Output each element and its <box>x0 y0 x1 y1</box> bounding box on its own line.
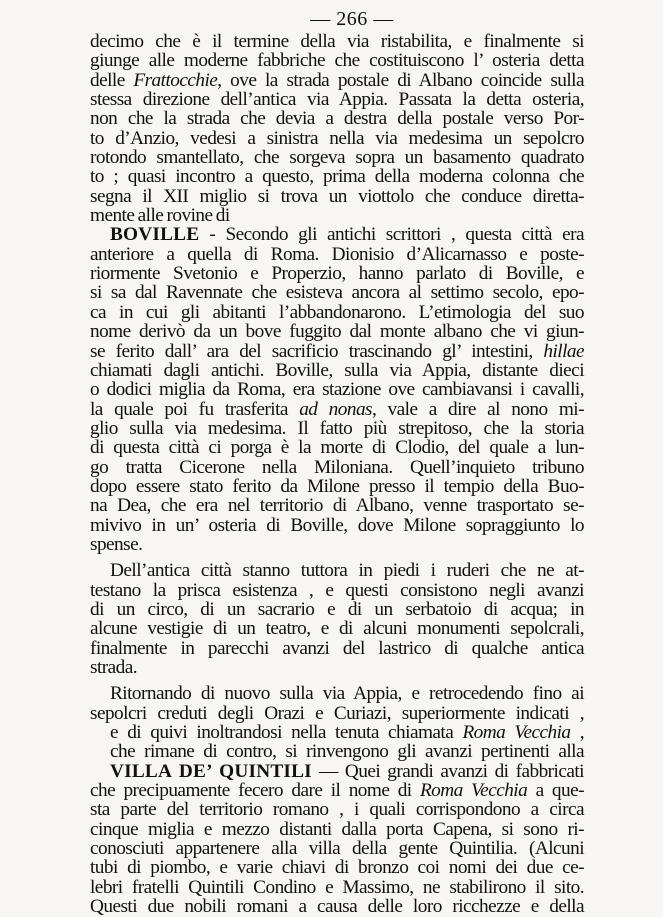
text-line <box>90 762 584 781</box>
text-run: to d’Anzio, vedesi a sinistra nella via medesima un sepolcro <box>90 127 584 149</box>
text-line <box>90 619 584 638</box>
text-line <box>90 458 584 477</box>
text-line <box>90 303 584 322</box>
text-run: che precipuamente fecero dare il nome di <box>90 780 420 802</box>
text-line <box>90 322 584 341</box>
text-run: di un circo, di un sacrario e di un serbatoio di acqua; in <box>90 598 584 620</box>
text-line <box>90 839 584 858</box>
text-line <box>90 800 584 819</box>
text-run: delle <box>90 69 134 91</box>
italic-term: hillae <box>543 340 584 362</box>
text-run: la quale poi fu trasferita <box>90 398 300 420</box>
italic-term: Roma Vecchia <box>419 780 528 802</box>
text-line <box>90 516 584 535</box>
italic-term: Roma Vecchia <box>462 722 571 744</box>
text-run: stessa direzione dell’antica via Appia. Passata la detta osteria, <box>90 89 584 111</box>
text-run: e di quivi inoltrandosi nella tenuta chiamata <box>110 722 463 744</box>
text-run: nome derivò da un bove fuggito dal monte albano che vi giun- <box>90 321 584 343</box>
text-run: lebri fratelli Quintili Condino e Massimo, ne stabilirono il sito. <box>90 876 584 898</box>
text-run: glio sulla via medesima. Il fatto più strepitoso, che la storia <box>90 417 584 439</box>
text-line <box>90 477 584 496</box>
text-run: — Quei grandi avanzi di fabbricati <box>311 760 584 782</box>
text-run: si sa dal Ravennate che esisteva ancora al settimo secolo, epo- <box>90 282 584 304</box>
text-run: se ferito dall’ ara del sacrificio trascinando gl’ intestini, <box>90 340 544 362</box>
text-run: strada. <box>90 657 138 678</box>
book-page <box>90 6 584 916</box>
text-line <box>90 723 584 742</box>
text-run: a que- <box>527 780 584 802</box>
text-run: decimo che è il termine della via ristabilita, e finalmente si <box>90 31 584 52</box>
text-line <box>90 109 584 128</box>
text-line <box>90 684 584 703</box>
text-line <box>90 361 584 380</box>
text-line <box>90 245 584 264</box>
text-run: chiamati dagli antichi. Boville, sulla via Appia, distante dieci <box>90 359 584 381</box>
text-run: Questi due nobili romani a causa delle loro ricchezze e della <box>90 896 584 917</box>
text-line <box>90 148 584 167</box>
text-line <box>90 704 584 723</box>
text-run: mente alle rovine di <box>90 205 230 227</box>
text-line <box>90 897 584 916</box>
page-number: — 266 — <box>310 8 394 30</box>
text-line <box>90 658 584 677</box>
section-heading: BOVILLE <box>110 224 200 246</box>
text-line <box>90 71 584 90</box>
text-line <box>90 742 584 761</box>
text-run: cinque miglia e mezzo distanti dalla porta Capena, si sono ri- <box>90 818 584 840</box>
section-heading: VILLA DE’ QUINTILI <box>110 760 312 782</box>
text-line <box>90 129 584 148</box>
text-line <box>90 419 584 438</box>
text-run: finalmente in parecchi avanzi del lastrico di qualche antica <box>90 637 584 659</box>
text-run: , vale a dire al nono mi- <box>372 398 584 420</box>
text-line <box>90 187 584 206</box>
text-run: giunge alle moderne fabbriche che costituiscono l’ osteria detta <box>90 50 584 72</box>
text-run: Dell’antica città stanno tuttora in piedi i ruderi che ne at- <box>110 560 584 582</box>
text-run: to ; quasi incontro a questo, prima della moderna colonna che <box>90 166 584 188</box>
text-line <box>90 380 584 399</box>
italic-term: ad nonas <box>299 398 372 420</box>
text-run: mivivo in un’ osteria di Boville, dove Milone sopraggiunto lo <box>90 514 584 536</box>
text-line <box>90 600 584 619</box>
text-run: non che la strada che devia a destra della postale verso Por- <box>90 108 584 130</box>
text-line <box>90 32 584 51</box>
text-line <box>90 51 584 70</box>
page-text <box>90 32 584 916</box>
text-run: riormente Svetonio e Properzio, hanno parlato di Boville, e <box>90 263 584 285</box>
text-run: testano la prisca esistenza , e questi consistono negli avanzi <box>90 579 584 601</box>
text-run: dopo essere stato ferito da Milone presso il tempio della Buo- <box>90 475 584 497</box>
text-line <box>90 581 584 600</box>
text-run: , ove la strada postale di Albano coincide sulla <box>217 69 584 91</box>
text-run: segna il XII miglio si trova un viottolo che conduce diretta- <box>90 185 584 207</box>
text-run: rotondo smantellato, che sorgeva sopra un basamento quadrato <box>90 147 584 169</box>
text-run: na Dea, che era nel territorio di Albano, venne trasportato se- <box>90 495 584 517</box>
text-line <box>90 858 584 877</box>
text-line <box>90 496 584 515</box>
text-run: spense. <box>90 533 143 555</box>
text-run: go tratta Cicerone nella Miloniana. Quell’inquieto tribuno <box>90 456 584 478</box>
text-line <box>90 438 584 457</box>
text-line <box>90 639 584 658</box>
text-run: che rimane di contro, si rinvengono gli avanzi pertinenti alla <box>110 741 584 763</box>
text-line <box>90 561 584 580</box>
text-run: conosciuti appartenere alla villa della gente Quintilia. (Alcuni <box>90 838 584 860</box>
text-run: sta parte del territorio romano , i quali corrispondono a circa <box>90 799 584 821</box>
text-run: Ritornando di nuovo sulla via Appia, e retrocedendo fino ai <box>110 683 584 705</box>
text-line <box>90 90 584 109</box>
text-run: tubi di piombo, e varie chiavi di bronzo coi nomi dei due ce- <box>90 857 584 879</box>
text-line <box>90 342 584 361</box>
text-run: di questa città ci porga è la morte di Clodio, del quale a lun- <box>90 437 584 459</box>
text-run: ca in cui gli abitanti l’abbandonarono. L’etimologia del suo <box>90 301 584 323</box>
italic-term: Frattocchie <box>133 69 218 91</box>
text-run: - Secondo gli antichi scrittori , questa città era <box>199 224 584 246</box>
text-line <box>90 264 584 283</box>
text-line <box>90 225 584 244</box>
text-line <box>90 820 584 839</box>
text-line <box>90 535 584 554</box>
text-line <box>90 167 584 186</box>
text-line <box>90 206 584 225</box>
text-line <box>90 400 584 419</box>
text-run: , <box>570 722 585 744</box>
text-run: sepolcri creduti degli Orazi e Curiazi, superiormente indicati , <box>90 702 584 724</box>
text-line <box>90 781 584 800</box>
text-run: o dodici miglia da Roma, era stazione ove cambiavansi i cavalli, <box>90 379 584 401</box>
text-line <box>90 878 584 897</box>
text-line <box>90 283 584 302</box>
text-run: anteriore a quella di Roma. Dionisio d’Alicarnasso e poste- <box>90 243 584 265</box>
text-run: alcune vestigie di un teatro, e di alcuni monumenti sepolcrali, <box>90 618 584 640</box>
